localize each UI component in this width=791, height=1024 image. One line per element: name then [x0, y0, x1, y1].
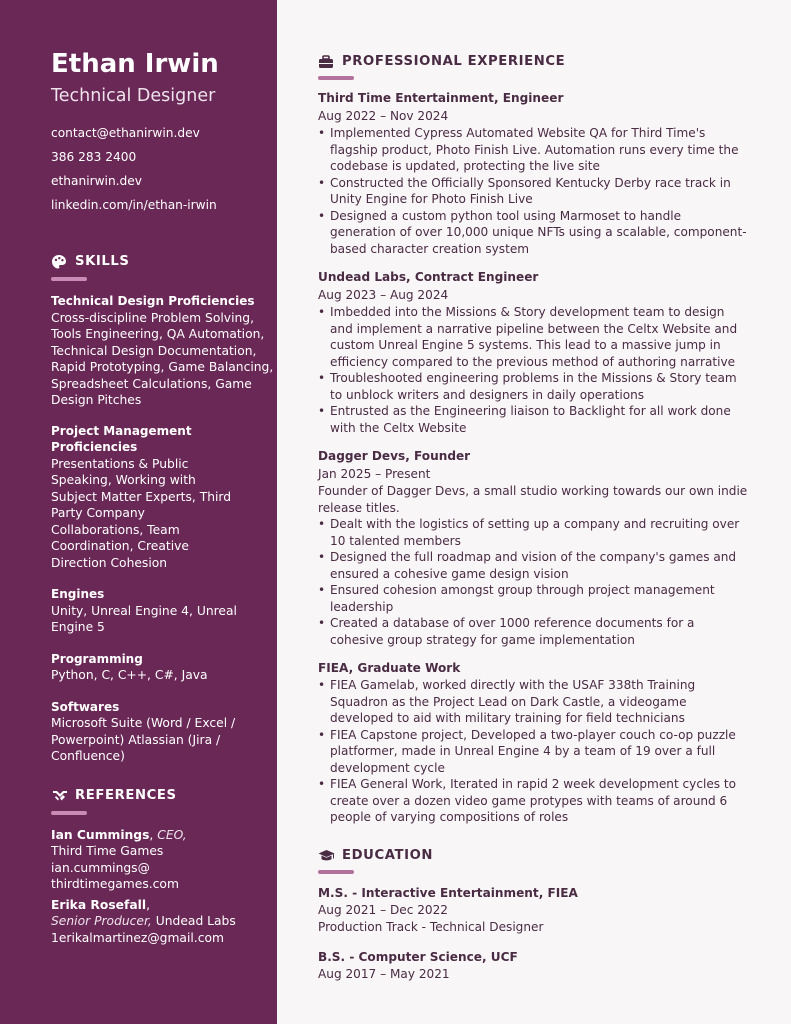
reference-contact[interactable]: 1erikalmartinez@gmail.com — [51, 930, 224, 945]
experience-heading — [318, 52, 748, 72]
degree-title: M.S. - Interactive Entertainment, FIEA — [318, 885, 578, 900]
job-title: Dagger Devs, Founder — [318, 449, 471, 463]
skill-group — [51, 423, 277, 572]
skill-group-label: Project Management Proficiencies — [51, 423, 192, 454]
job-description: Founder of Dagger Devs, a small studio working towards our own indie release titles. — [318, 484, 748, 515]
candidate-name: Ethan Irwin — [51, 49, 219, 79]
job-entry — [318, 90, 748, 257]
list-item: • Created a database of over 1000 reference documents for a cohesive group strategy for game implementation — [318, 615, 748, 648]
job-title: FIEA, Graduate Work — [318, 661, 461, 675]
reference-org: Third Time Games — [51, 844, 164, 858]
skill-group-text: Unity, Unreal Engine 4, Unreal Engine 5 — [51, 603, 237, 634]
skill-group — [51, 293, 277, 409]
job-entry — [318, 660, 748, 826]
skill-group — [51, 586, 277, 636]
list-item: • Designed the full roadmap and vision of the company's games and ensured a cohesive game design vision — [318, 549, 748, 582]
palette-icon — [51, 254, 69, 270]
handshake-icon — [51, 788, 69, 804]
briefcase-icon — [318, 55, 336, 69]
skill-group — [51, 699, 277, 765]
list-item: • FIEA Capstone project, Developed a two-player couch co-op puzzle platformer, made in Unreal Engine 4 by a team of 19 over a full development cycle — [318, 727, 748, 777]
reference-name: Erika Rosefall — [51, 897, 147, 912]
contact-email[interactable]: contact@ethanirwin.dev — [51, 126, 200, 140]
references-section — [51, 787, 277, 947]
job-bullets — [318, 516, 748, 648]
education-divider — [318, 870, 354, 874]
experience-section — [318, 52, 748, 826]
contact-website[interactable]: ethanirwin.dev — [51, 174, 142, 188]
reference-name: Ian Cummings — [51, 827, 150, 842]
skill-group-label: Engines — [51, 587, 105, 601]
skill-group-text: Python, C, C++, C#, Java — [51, 668, 208, 682]
skills-section — [51, 253, 277, 765]
degree-date: Aug 2021 – Dec 2022 — [318, 902, 448, 917]
job-entry — [318, 269, 748, 436]
degree-detail: Production Track - Technical Designer — [318, 920, 544, 934]
skills-heading-text: SKILLS — [75, 254, 130, 269]
job-date: Aug 2023 – Aug 2024 — [318, 288, 449, 302]
job-bullets — [318, 304, 748, 436]
reference-separator: , — [146, 897, 151, 912]
list-item: • Dealt with the logistics of setting up a company and recruiting over 10 talented members — [318, 516, 748, 549]
list-item: • FIEA Gamelab, worked directly with the USAF 338th Training Squadron as the Project Lead on Dark Castle, a videogame developed to aid with military training for field technicians — [318, 677, 748, 727]
education-heading — [318, 846, 748, 866]
job-date: Aug 2022 – Nov 2024 — [318, 109, 449, 123]
sidebar — [0, 0, 277, 1024]
references-heading-text: REFERENCES — [75, 787, 177, 803]
education-section — [318, 846, 748, 984]
reference-title: Senior Producer, — [51, 914, 152, 928]
skill-group-label: Programming — [51, 651, 143, 666]
list-item: • Ensured cohesion amongst group through project management leadership — [318, 582, 748, 615]
graduation-cap-icon — [318, 849, 336, 863]
skill-group-label: Technical Design Proficiencies — [51, 294, 255, 308]
reference-entry — [51, 897, 277, 947]
education-entry — [318, 885, 748, 937]
list-item: • Entrusted as the Engineering liaison to Backlight for all work done with the Celtx Website — [318, 403, 748, 436]
skill-group-text: Presentations & Public Speaking, Working with Subject Matter Experts, Third Party Company Collaborations, Team Coordination, Creative Direction Cohesion — [51, 456, 232, 570]
list-item: • Constructed the Officially Sponsored Kentucky Derby race track in Unity Engine for Photo Finish Live — [318, 175, 748, 208]
reference-contact[interactable]: ian.cummings@ thirdtimegames.com — [51, 860, 179, 891]
reference-entry — [51, 827, 277, 893]
list-item: • Implemented Cypress Automated Website QA for Third Time's flagship product, Photo Finish Live. Automation runs every time the codebase is updated, protecting the live site — [318, 125, 748, 175]
main-content — [318, 52, 748, 983]
skills-heading — [51, 253, 277, 271]
experience-divider — [318, 76, 354, 80]
experience-heading-text: PROFESSIONAL EXPERIENCE — [342, 54, 566, 69]
references-divider — [51, 811, 87, 815]
skill-group-text: Cross-discipline Problem Solving, Tools Engineering, QA Automation, Technical Design Documentation, Rapid Prototyping, Game Balancing, Spreadsheet Calculations, Game Design Pitches — [51, 310, 274, 407]
contact-phone[interactable]: 386 283 2400 — [51, 150, 137, 164]
education-entry — [318, 949, 748, 984]
references-heading — [51, 787, 277, 805]
job-bullets — [318, 125, 748, 257]
job-title: Third Time Entertainment, Engineer — [318, 91, 564, 105]
skill-group — [51, 651, 277, 684]
job-entry — [318, 448, 748, 648]
list-item: • Designed a custom python tool using Marmoset to handle generation of over 10,000 unique NFTs using a scalable, component-based character creation system — [318, 208, 748, 258]
contact-list — [51, 121, 277, 217]
job-title: Undead Labs, Contract Engineer — [318, 270, 539, 284]
skill-group-text: Microsoft Suite (Word / Excel / Powerpoint) Atlassian (Jira / Confluence) — [51, 716, 236, 763]
list-item: • Troubleshooted engineering problems in the Missions & Story team to unblock writers and designers in daily operations — [318, 370, 748, 403]
skills-divider — [51, 277, 87, 281]
list-item: • FIEA General Work, Iterated in rapid 2 week development cycles to create over a dozen video game protypes with teams of around 6 people of varying compositions of roles — [318, 776, 748, 826]
degree-date: Aug 2017 – May 2021 — [318, 966, 450, 981]
degree-title: B.S. - Computer Science, UCF — [318, 949, 518, 964]
candidate-role: Technical Designer — [51, 86, 216, 106]
skill-group-label: Softwares — [51, 699, 120, 714]
reference-title: CEO, — [157, 827, 187, 842]
reference-separator: , — [149, 827, 158, 842]
job-bullets — [318, 677, 748, 826]
education-heading-text: EDUCATION — [342, 847, 434, 863]
contact-linkedin[interactable]: linkedin.com/in/ethan-irwin — [51, 198, 217, 212]
reference-org: Undead Labs — [151, 914, 236, 928]
job-date: Jan 2025 – Present — [318, 467, 431, 481]
list-item: • Imbedded into the Missions & Story development team to design and implement a narrative pipeline between the Celtx Website and custom Unreal Engine 5 systems. This lead to a massive jump in efficiency compared to the previous method of authoring narrative — [318, 304, 748, 370]
